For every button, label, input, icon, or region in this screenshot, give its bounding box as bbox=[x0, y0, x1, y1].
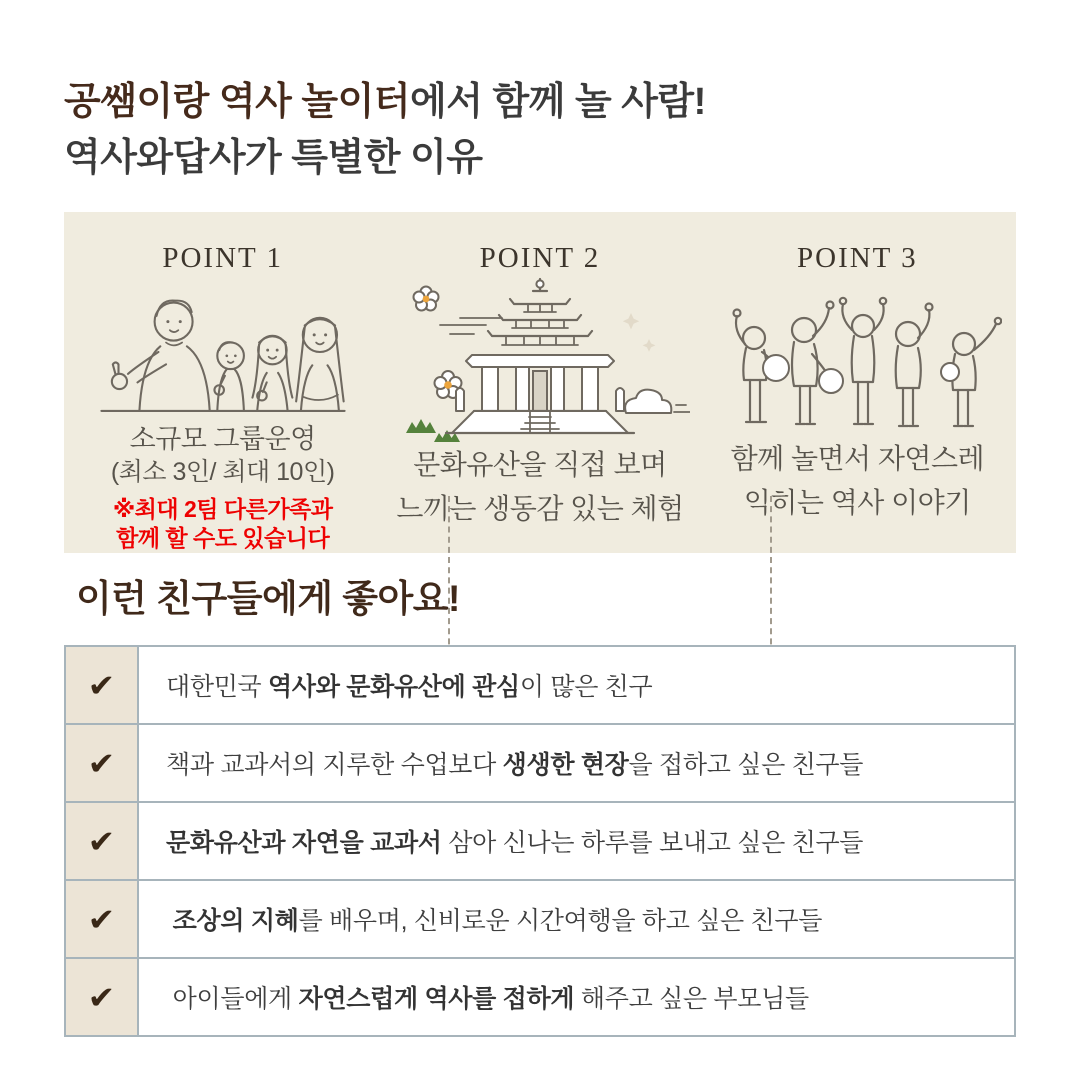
point-2-caption-line1: 문화유산을 직접 보며 bbox=[413, 449, 667, 480]
pagoda-body bbox=[446, 279, 634, 433]
row-text-post: 을 접하고 싶은 친구들 bbox=[628, 751, 864, 779]
grass-icons bbox=[406, 419, 460, 442]
point-1-caption-line1: 소규모 그룹운영 bbox=[129, 424, 316, 454]
point-2-caption bbox=[396, 443, 683, 531]
table-row bbox=[66, 959, 1014, 1035]
row-text bbox=[139, 881, 1014, 957]
check-cell bbox=[66, 803, 139, 879]
cloud-icon bbox=[625, 390, 690, 413]
row-text-post: 이 많은 친구 bbox=[519, 673, 653, 701]
flower-icons bbox=[413, 287, 461, 399]
point-1-red-note bbox=[113, 495, 333, 553]
checkmark-icon: ✔ bbox=[87, 979, 116, 1015]
point-2-label: POINT 2 bbox=[479, 242, 601, 274]
audience-table bbox=[64, 645, 1016, 1037]
checkmark-icon: ✔ bbox=[87, 901, 116, 937]
point-1-label: POINT 1 bbox=[162, 242, 283, 274]
row-text-bold: 역사와 문화유산에 관심 bbox=[268, 673, 520, 701]
section-heading: 이런 친구들에게 좋아요! bbox=[76, 578, 460, 619]
row-text-bold: 조상의 지혜 bbox=[172, 907, 299, 935]
point-3-caption bbox=[731, 437, 985, 525]
row-text-pre bbox=[166, 905, 173, 934]
point-3-caption-line2: 익히는 역사 이야기 bbox=[743, 487, 971, 518]
point-3-caption-line1: 함께 놀면서 자연스레 bbox=[730, 443, 985, 474]
point-1-column bbox=[64, 212, 381, 553]
point-1-note-line1: ※최대 2팀 다른가족과 bbox=[112, 496, 333, 522]
point-2-column bbox=[381, 212, 698, 553]
check-cell bbox=[66, 881, 139, 957]
checkmark-icon: ✔ bbox=[87, 823, 116, 859]
point-2-caption-line2: 느끼는 생동감 있는 체험 bbox=[396, 493, 684, 524]
table-row bbox=[66, 803, 1014, 881]
family-illustration-icon bbox=[90, 283, 356, 421]
row-text-post: 해주고 싶은 부모님들 bbox=[574, 985, 809, 1013]
page-title bbox=[64, 74, 706, 186]
children-cheering-illustration-icon bbox=[712, 285, 1002, 435]
title-line2: 역사와답사가 특별한 이유 bbox=[64, 137, 483, 179]
point-3-column bbox=[699, 212, 1016, 553]
row-text-pre: 대한민국 bbox=[166, 673, 269, 701]
title-rest: 에서 함께 놀 사람! bbox=[410, 81, 706, 123]
row-text-pre: 책과 교과서의 지루한 수업보다 bbox=[166, 751, 503, 779]
check-cell bbox=[66, 725, 139, 801]
point-1-caption-line2: (최소 3인/ 최대 10인) bbox=[110, 458, 335, 486]
table-row bbox=[66, 725, 1014, 803]
title-highlight: 공쌤이랑 역사 놀이터 bbox=[64, 81, 410, 123]
check-cell bbox=[66, 959, 139, 1035]
check-cell bbox=[66, 647, 139, 723]
sparkle-icons bbox=[623, 313, 656, 352]
row-text-bold: 문화유산과 자연을 교과서 bbox=[166, 829, 442, 857]
row-text-pre: 아이들에게 bbox=[166, 985, 299, 1013]
row-text bbox=[139, 803, 1014, 879]
row-text-post: 를 배우며, 신비로운 시간여행을 하고 싶은 친구들 bbox=[298, 907, 823, 935]
row-text bbox=[139, 647, 1014, 723]
row-text-post: 삼아 신나는 하루를 보내고 싶은 친구들 bbox=[441, 829, 864, 857]
wind-lines bbox=[440, 318, 502, 334]
checkmark-icon: ✔ bbox=[87, 745, 116, 781]
row-text bbox=[139, 959, 1014, 1035]
checkmark-icon: ✔ bbox=[87, 667, 116, 703]
row-text-bold: 자연스럽게 역사를 접하게 bbox=[298, 985, 575, 1013]
table-row bbox=[66, 881, 1014, 959]
row-text bbox=[139, 725, 1014, 801]
pagoda-illustration-icon bbox=[390, 277, 690, 439]
point-3-label: POINT 3 bbox=[797, 242, 918, 274]
points-box bbox=[64, 212, 1016, 553]
row-text-bold: 생생한 현장 bbox=[502, 751, 629, 779]
table-row bbox=[66, 647, 1014, 725]
point-1-caption bbox=[111, 423, 335, 489]
point-1-note-line2: 함께 할 수도 있습니다 bbox=[116, 525, 330, 551]
